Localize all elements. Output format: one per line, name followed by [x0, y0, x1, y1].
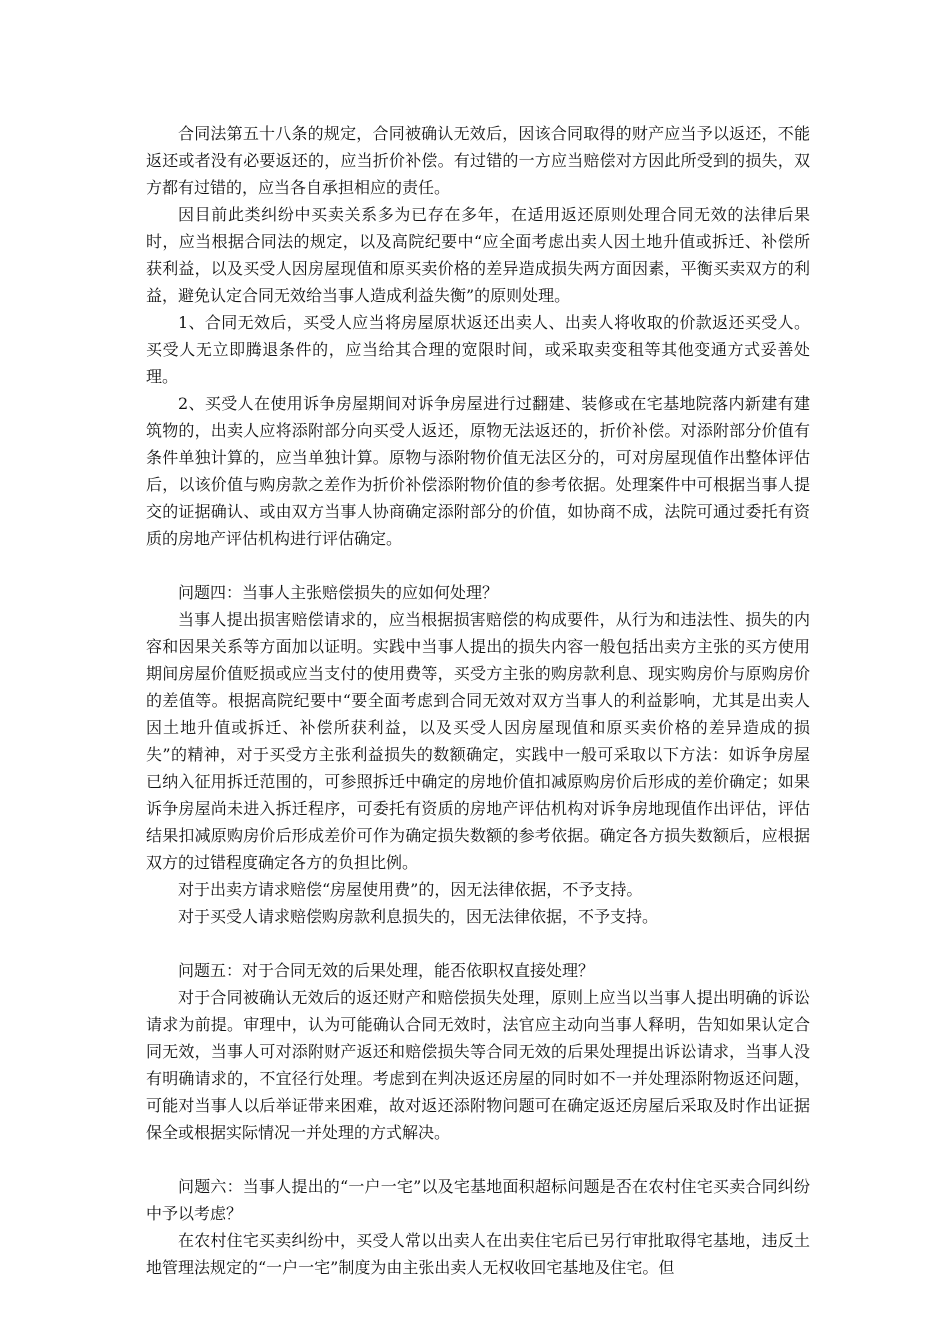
section-spacer	[146, 1146, 810, 1173]
section-spacer	[146, 930, 810, 957]
question-4-paragraph: 当事人提出损害赔偿请求的，应当根据损害赔偿的构成要件，从行为和违法性、损失的内容和因果关系等方面加以证明。实践中当事人提出的损失内容一般包括出卖方主张的买方使用期间房屋价值贬损或应当支付的使用费等，买受方主张的购房款利息、现实购房价与原购房价的差值等。根据高院纪要中“要全面考虑到合同无效对双方当事人的利益影响，尤其是出卖人因土地升值或拆迁、补偿所获利益，以及买受人因房屋现值和原买卖价格的差异造成的损失”的精神，对于买受方主张利益损失的数额确定，实践中一般可采取以下方法：如诉争房屋已纳入征用拆迁范围的，可参照拆迁中确定的房地价值扣减原购房价后形成的差价确定；如果诉争房屋尚未进入拆迁程序，可委托有资质的房地产评估机构对诉争房地现值作出评估，评估结果扣减原购房价后形成差价可作为确定损失数额的参考依据。确定各方损失数额后，应根据双方的过错程度确定各方的负担比例。	[146, 610, 810, 872]
paragraph-item-2: 2、买受人在使用诉争房屋期间对诉争房屋进行过翻建、装修或在宅基地院落内新建有建筑物的，出卖人应将添附部分向买受人返还，原物无法返还的，折价补偿。对添附部分价值有条件单独计算的，应当单独计算。原物与添附物价值无法区分的，可对房屋现值作出整体评估后，以该价值与购房款之差作为折价补偿添附物价值的参考依据。处理案件中可根据当事人提交的证据确认、或由双方当事人协商确定添附部分的价值，如协商不成，法院可通过委托有资质的房地产评估机构进行评估确定。	[146, 394, 810, 548]
question-6-paragraph: 在农村住宅买卖纠纷中，买受人常以出卖人在出卖住宅后已另行审批取得宅基地，违反土地管理法规定的“一户一宅”制度为由主张出卖人无权收回宅基地及住宅。但	[146, 1231, 810, 1277]
question-4-paragraph: 对于出卖方请求赔偿“房屋使用费”的，因无法律依据，不予支持。	[178, 880, 643, 899]
question-4-paragraph: 对于买受人请求赔偿购房款利息损失的，因无法律依据，不予支持。	[178, 907, 659, 926]
paragraph-item-1: 1、合同无效后，买受人应当将房屋原状返还出卖人、出卖人将收取的价款返还买受人。买受人无立即腾退条件的，应当给其合理的宽限时间，或采取卖变租等其他变通方式妥善处理。	[146, 313, 810, 386]
question-6-heading: 问题六：当事人提出的“一户一宅”以及宅基地面积超标问题是否在农村住宅买卖合同纠纷中予以考虑？	[146, 1177, 810, 1223]
section-spacer	[146, 552, 810, 579]
question-4-heading: 问题四：当事人主张赔偿损失的应如何处理？	[178, 583, 499, 602]
question-5-heading: 问题五：对于合同无效的后果处理，能否依职权直接处理？	[178, 961, 595, 980]
paragraph-return-principle: 因目前此类纠纷中买卖关系多为已存在多年，在适用返还原则处理合同无效的法律后果时，应当根据合同法的规定，以及高院纪要中“应全面考虑出卖人因土地升值或拆迁、补偿所获利益，以及买受人因房屋现值和原买卖价格的差异造成损失两方面因素，平衡买卖双方的利益，避免认定合同无效给当事人造成利益失衡”的原则处理。	[146, 205, 810, 305]
document-body	[146, 120, 810, 1281]
question-5-paragraph: 对于合同被确认无效后的返还财产和赔偿损失处理，原则上应当以当事人提出明确的诉讼请求为前提。审理中，认为可能确认合同无效时，法官应主动向当事人释明，告知如果认定合同无效，当事人可对添附财产返还和赔偿损失等合同无效的后果处理提出诉讼请求，当事人没有明确请求的，不宜径行处理。考虑到在判决返还房屋的同时如不一并处理添附物返还问题，可能对当事人以后举证带来困难，故对返还添附物问题可在确定返还房屋后采取及时作出证据保全或根据实际情况一并处理的方式解决。	[146, 988, 810, 1142]
paragraph-contract-law-58: 合同法第五十八条的规定，合同被确认无效后，因该合同取得的财产应当予以返还，不能返还或者没有必要返还的，应当折价补偿。有过错的一方应当赔偿对方因此所受到的损失，双方都有过错的，应当各自承担相应的责任。	[146, 124, 810, 197]
